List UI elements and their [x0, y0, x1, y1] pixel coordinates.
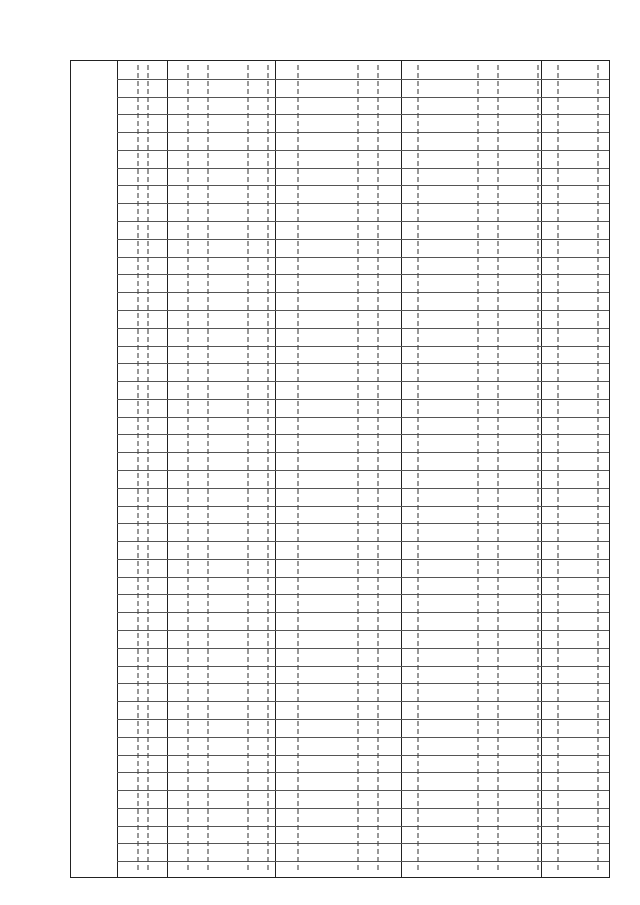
row-divider — [117, 381, 609, 382]
row-divider — [117, 363, 609, 364]
row-divider — [117, 132, 609, 133]
row-divider — [117, 577, 609, 578]
illegible-text — [537, 65, 539, 873]
illegible-text — [207, 65, 209, 873]
illegible-text — [147, 65, 149, 873]
row-divider — [117, 399, 609, 400]
row-divider — [117, 79, 609, 80]
row-divider — [117, 594, 609, 595]
row-divider — [117, 559, 609, 560]
row-divider — [117, 666, 609, 667]
table-header — [71, 61, 118, 877]
row-divider — [117, 470, 609, 471]
illegible-text — [477, 65, 479, 873]
row-divider — [117, 506, 609, 507]
row-divider — [117, 346, 609, 347]
row-divider — [117, 737, 609, 738]
row-divider — [117, 203, 609, 204]
row-divider — [117, 97, 609, 98]
row-divider — [117, 310, 609, 311]
row-divider — [117, 808, 609, 809]
illegible-text — [137, 65, 139, 873]
row-divider — [117, 274, 609, 275]
illegible-text — [357, 65, 359, 873]
row-divider — [117, 755, 609, 756]
row-divider — [117, 114, 609, 115]
illegible-text — [267, 65, 269, 873]
row-divider — [117, 150, 609, 151]
row-divider — [117, 328, 609, 329]
row-divider — [117, 239, 609, 240]
row-divider — [117, 701, 609, 702]
illegible-text — [377, 65, 379, 873]
row-divider — [117, 168, 609, 169]
row-divider — [117, 417, 609, 418]
row-divider — [117, 185, 609, 186]
table-body — [117, 61, 609, 877]
row-divider — [117, 488, 609, 489]
illegible-text — [297, 65, 299, 873]
data-table — [70, 60, 610, 878]
row-divider — [117, 772, 609, 773]
illegible-text — [417, 65, 419, 873]
row-divider — [117, 434, 609, 435]
illegible-text — [597, 65, 599, 873]
row-divider — [117, 683, 609, 684]
row-divider — [117, 257, 609, 258]
illegible-text — [497, 65, 499, 873]
row-divider — [117, 541, 609, 542]
row-divider — [117, 790, 609, 791]
row-divider — [117, 292, 609, 293]
row-divider — [117, 861, 609, 862]
row-divider — [117, 843, 609, 844]
illegible-text — [557, 65, 559, 873]
illegible-text — [187, 65, 189, 873]
row-divider — [117, 648, 609, 649]
row-divider — [117, 612, 609, 613]
row-divider — [117, 630, 609, 631]
row-divider — [117, 523, 609, 524]
row-divider — [117, 221, 609, 222]
illegible-text — [247, 65, 249, 873]
row-divider — [117, 719, 609, 720]
row-divider — [117, 452, 609, 453]
row-divider — [117, 826, 609, 827]
